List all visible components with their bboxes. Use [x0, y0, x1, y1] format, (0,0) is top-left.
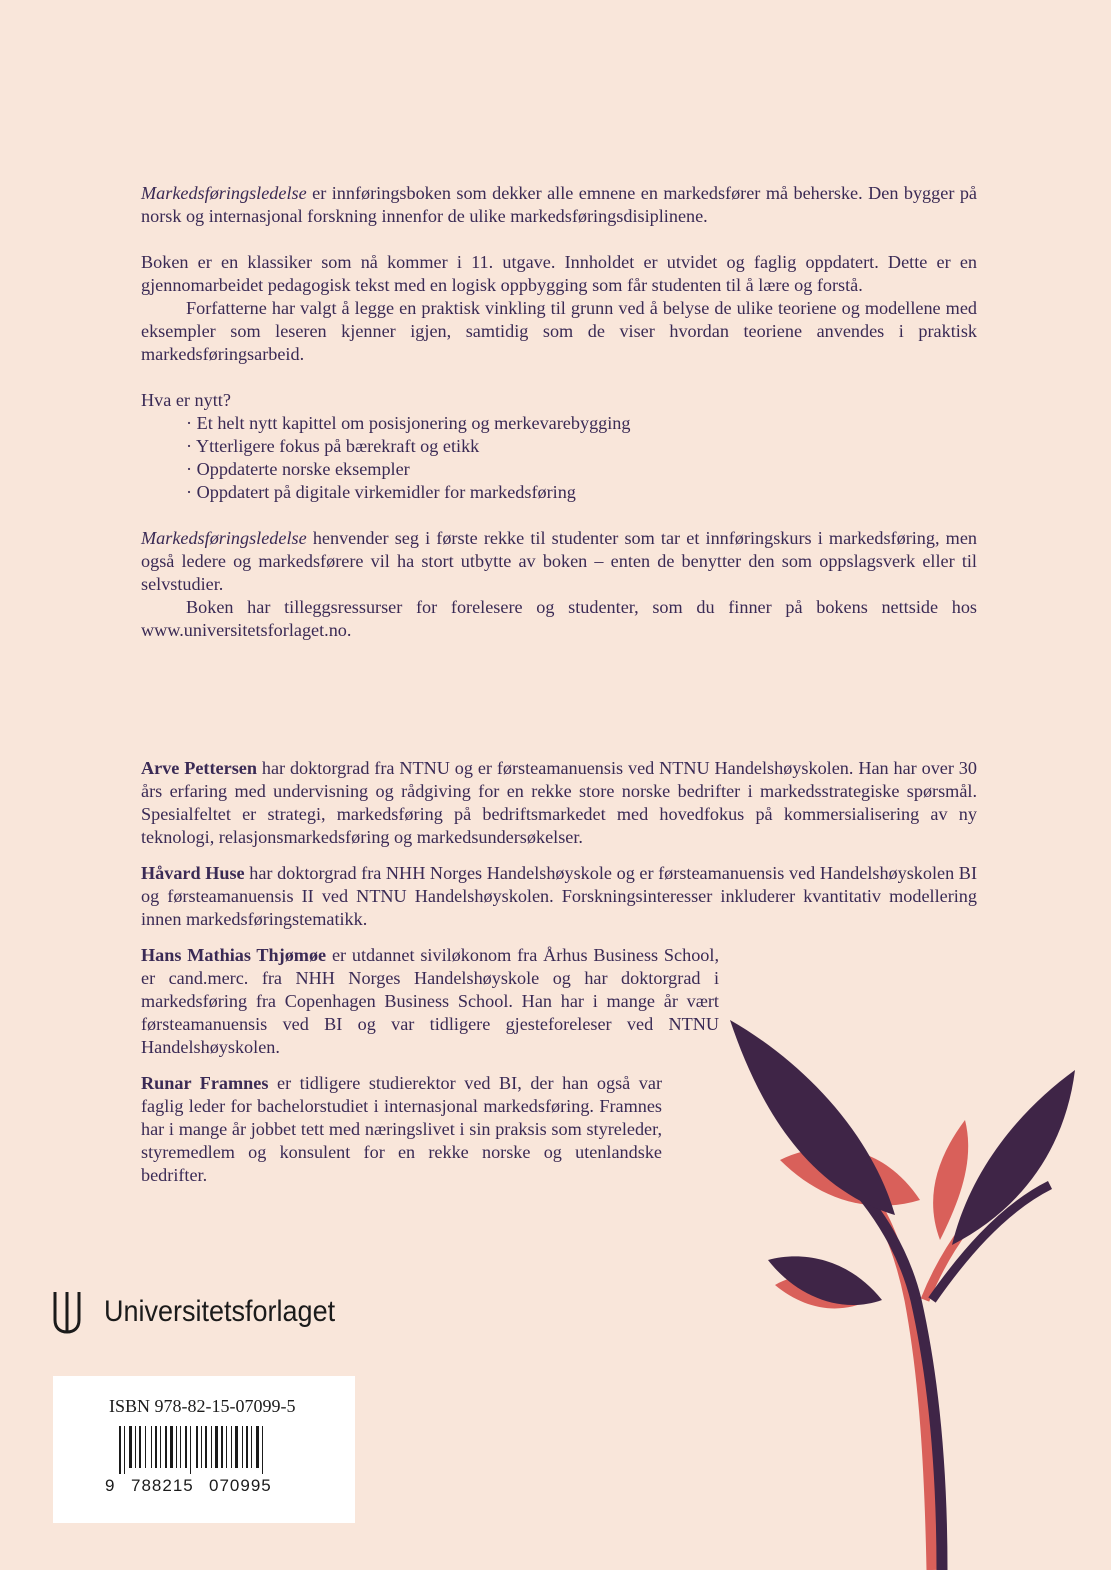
book-title: Markedsføringsledelse: [141, 183, 307, 203]
plant-illustration: [720, 1000, 1090, 1570]
barcode-bar: [160, 1426, 161, 1468]
intro-paragraph-1: Markedsføringsledelse er innføringsboken som dekker alle emnene en markedsfører må beherske. Den bygger på norsk og internasjonal forskning innenfor de ulike markedsføringsdisiplinene.: [141, 183, 977, 226]
barcode-bar: [251, 1426, 252, 1468]
barcode-bar: [129, 1426, 132, 1468]
barcode-bar: [226, 1426, 227, 1468]
barcode-bar: [124, 1426, 125, 1474]
intro-paragraph-3: Forfatterne har valgt å legge en praktisk vinkling til grunn ved å belyse de ulike teoriene og modellene med eksempler som leseren kjenner igjen, samtidig som de viser hvordan teoriene anvendes i praktisk markedsføringsarbeid.: [141, 298, 977, 364]
barcode-bar: [235, 1426, 238, 1468]
intro-paragraph-2: Boken er en klassiker som nå kommer i 11. utgave. Innholdet er utvidet og faglig oppdatert. Dette er en gjennomarbeidet pedagogisk tekst med en logisk oppbygging som får studenten til å lære og forstå.: [141, 252, 977, 295]
barcode-bar: [256, 1426, 259, 1468]
intro-paragraph-5: Boken har tilleggsressurser for forelesere og studenter, som du finner på bokens nettside hos www.universitetsforlaget.no.: [141, 597, 977, 640]
barcode-bar: [231, 1426, 232, 1468]
whats-new-heading: Hva er nytt?: [141, 390, 231, 410]
barcode-bar: [170, 1426, 173, 1468]
barcode-bar: [151, 1426, 152, 1468]
barcode-bar: [155, 1426, 157, 1468]
author-name: Håvard Huse: [141, 863, 245, 883]
author-bio: Arve Pettersen har doktorgrad fra NTNU og er førsteamanuensis ved NTNU Handelshøyskolen. Han har over 30 års erfaring med undervisning og rådgiving for en rekke store norske bedrifter i markedsstrategiske spørsmål. Spesialfeltet er strategi, markedsføring på bedriftsmarkedet med hovedfokus på kommersialisering av ny teknologi, relasjonsmarkedsføring og markedsundersøkelser.: [141, 758, 977, 847]
list-item: · Et helt nytt kapittel om posisjonering og merkevarebygging: [141, 412, 977, 435]
barcode-bar: [205, 1426, 207, 1468]
publisher-name: Universitetsforlaget: [104, 1295, 336, 1328]
barcode-bar: [180, 1426, 181, 1468]
publisher-logo: [52, 1290, 361, 1334]
author-bio: Håvard Huse har doktorgrad fra NHH Norges Handelshøyskole og er førsteamanuensis ved Handelshøyskolen BI og førsteamanuensis II ved NTNU Handelshøyskolen. Forskningsinteresser inkluderer kvantitativ modellering innen markedsføringstematikk.: [141, 863, 977, 929]
barcode-bar: [119, 1426, 121, 1474]
list-item: · Oppdaterte norske eksempler: [141, 458, 977, 481]
author-bio: Hans Mathias Thjømøe er utdannet siviløkonom fra Århus Business School, er cand.merc. fra NHH Norges Handelshøyskole og har doktorgrad i markedsføring fra Copenhagen Business School. Han har i mange år vært førsteamanuensis ved BI og var tidligere gjesteforeleser ved NTNU Handelshøyskolen.: [141, 945, 719, 1057]
author-name: Arve Pettersen: [141, 758, 257, 778]
barcode-bar: [176, 1426, 177, 1468]
barcode-bar: [185, 1426, 187, 1468]
barcode-bar: [221, 1426, 223, 1468]
isbn-label: ISBN 978-82-15-07099-5: [109, 1396, 296, 1416]
barcode-bar: [211, 1426, 212, 1468]
barcode-bar: [215, 1426, 218, 1468]
list-item: · Ytterligere fokus på bærekraft og etikk: [141, 435, 977, 458]
barcode-bar: [145, 1426, 146, 1468]
isbn-barcode-box: ISBN 978-82-15-07099-5 9 788215 070995: [53, 1376, 355, 1523]
book-title: Markedsføringsledelse: [141, 528, 307, 548]
barcode-bar: [190, 1426, 191, 1474]
barcode-bar: [135, 1426, 136, 1468]
barcode-bar: [139, 1426, 141, 1468]
barcode-bar: [246, 1426, 248, 1468]
intro-paragraph-4: Markedsføringsledelse henvender seg i første rekke til studenter som tar et innføringskurs i markedsføring, men også ledere og markedsførere vil ha stort utbytte av boken – enten de benytter den som oppslagsverk eller til selvstudier.: [141, 528, 977, 594]
author-name: Hans Mathias Thjømøe: [141, 945, 327, 965]
barcode-bar: [196, 1426, 198, 1468]
publisher-logo-icon: [52, 1290, 82, 1334]
whats-new-list: [141, 412, 977, 504]
barcode-bar: [201, 1426, 202, 1468]
intro-text: [141, 182, 977, 642]
barcode-bar: [262, 1426, 263, 1474]
list-item: · Oppdatert på digitale virkemidler for markedsføring: [141, 481, 977, 504]
author-name: Runar Framnes: [141, 1073, 269, 1093]
barcode-bar: [242, 1426, 243, 1468]
author-bio: Runar Framnes er tidligere studierektor ved BI, der han også var faglig leder for bachelorstudiet i internasjonal markedsføring. Framnes har i mange år jobbet tett med næringslivet i sin praksis som styreleder, styremedlem og konsulent for en rekke norske og utenlandske bedrifter.: [141, 1073, 662, 1185]
barcode-bar: [165, 1426, 167, 1468]
barcode: [109, 1426, 299, 1474]
